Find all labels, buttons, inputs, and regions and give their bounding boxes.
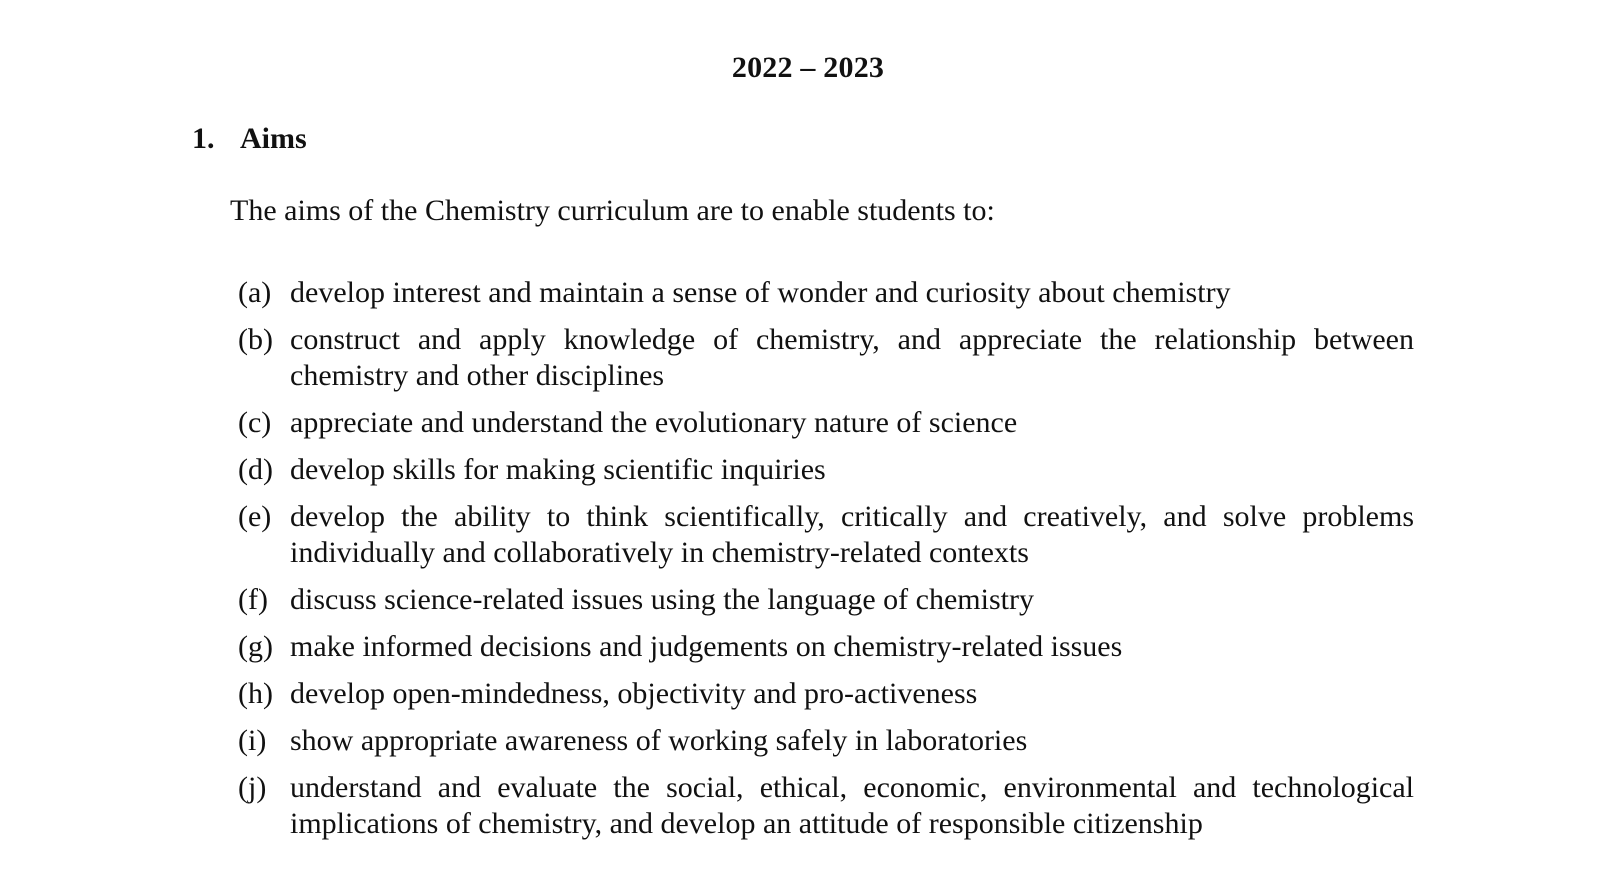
aim-item (238, 770, 1414, 842)
aim-item (238, 275, 1414, 311)
aim-marker: (i) (238, 724, 267, 757)
aim-item (238, 629, 1414, 665)
aim-text: make informed decisions and judgements on chemistry-related issues (290, 630, 1123, 663)
aim-text: show appropriate awareness of working safely in laboratories (290, 724, 1028, 757)
aim-item (238, 452, 1414, 488)
aim-marker: (b) (238, 323, 273, 356)
aim-marker: (j) (238, 771, 267, 804)
section-intro: The aims of the Chemistry curriculum are to enable students to: (230, 194, 995, 227)
aim-marker: (h) (238, 677, 273, 710)
document-year-heading: 2022 – 2023 (731, 51, 885, 84)
aim-item (238, 405, 1414, 441)
section-number: 1. (192, 122, 215, 155)
aim-text: discuss science-related issues using the language of chemistry (290, 583, 1034, 616)
aim-text: understand and evaluate the social, ethical, economic, environmental and technological implications of chemistry, and develop an attitude of responsible citizenship (290, 771, 1414, 840)
aim-item (238, 582, 1414, 618)
aim-text: develop open-mindedness, objectivity and pro-activeness (290, 677, 978, 710)
aim-marker: (d) (238, 453, 273, 486)
aim-marker: (f) (238, 583, 268, 616)
aim-marker: (e) (238, 500, 272, 533)
aim-text: appreciate and understand the evolutionary nature of science (290, 406, 1018, 439)
aim-marker: (c) (238, 406, 272, 439)
aim-text: develop skills for making scientific inquiries (290, 453, 826, 486)
aim-item (238, 499, 1414, 571)
section-heading (192, 121, 307, 157)
aim-item (238, 676, 1414, 712)
aim-marker: (a) (238, 276, 272, 309)
aim-marker: (g) (238, 630, 273, 663)
aims-list (238, 275, 1414, 853)
aim-text: construct and apply knowledge of chemistry, and appreciate the relationship between chemistry and other disciplines (290, 323, 1414, 392)
aim-item (238, 723, 1414, 759)
aim-text: develop interest and maintain a sense of wonder and curiosity about chemistry (290, 276, 1231, 309)
aim-item (238, 322, 1414, 394)
section-title: Aims (240, 122, 307, 155)
aim-text: develop the ability to think scientifically, critically and creatively, and solve problems individually and collaboratively in chemistry-related contexts (290, 500, 1414, 569)
